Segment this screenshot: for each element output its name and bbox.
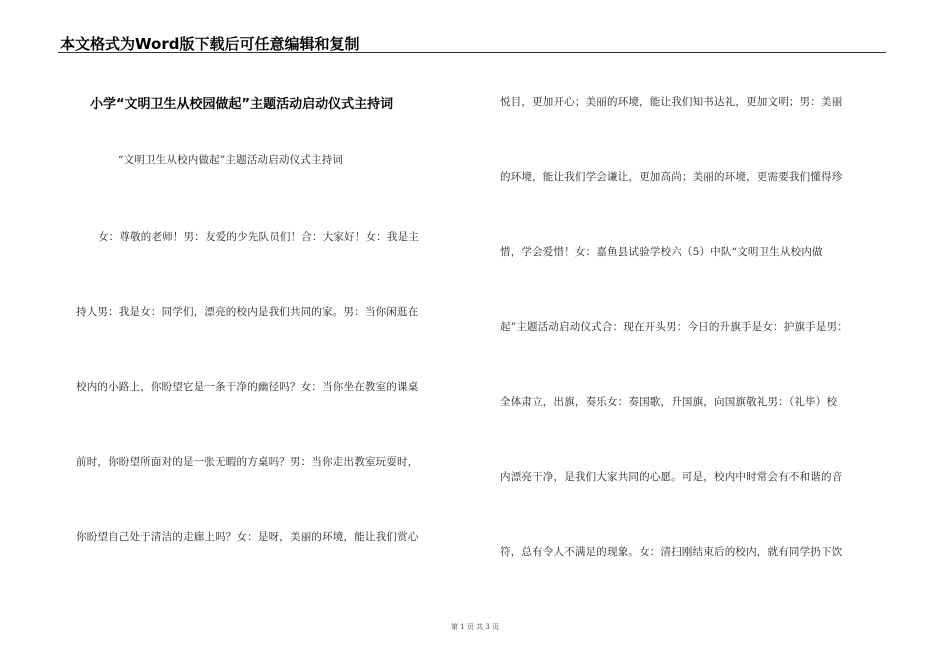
left-line-4: 前时，你盼望所面对的是一张无暇的方桌吗？男：当你走出教室玩耍时， [76,456,419,468]
page-number: 第 1 页 共 3 页 [450,623,500,631]
left-line-0: “文明卫生从校内做起”主题活动启动仪式主持词 [118,154,344,166]
left-line-5: 你盼望自己处于清洁的走廊上吗？女：是呀，美丽的环境，能让我们赏心 [76,531,419,543]
right-line-2: 惜，学会爱惜！女：嘉鱼县试验学校六（5）中队“文明卫生从校内做 [500,246,823,258]
left-line-3: 校内的小路上，你盼望它是一条干净的幽径吗？女：当你坐在教室的课桌 [76,381,419,393]
document-title: 小学“文明卫生从校园做起”主题活动启动仪式主持词 [90,97,394,112]
header-divider [58,52,886,53]
right-line-6: 符，总有令人不满足的现象。女：清扫刚结束后的校内，就有同学扔下饮 [500,546,843,558]
right-line-0: 悦目，更加开心；美丽的环境，能让我们知书达礼，更加文明；男：美丽 [500,96,843,108]
left-line-2: 持人男：我是女：同学们，漂亮的校内是我们共同的家。男：当你闲逛在 [76,306,419,318]
right-line-3: 起”主题活动启动仪式合：现在开头男：今日的升旗手是女：护旗手是男： [500,321,848,333]
right-line-1: 的环境，能让我们学会谦让，更加高尚；美丽的环境，更需要我们懂得珍 [500,171,843,183]
left-line-1: 女：尊敬的老师！男：友爱的少先队员们！合：大家好！女：我是主 [98,231,419,243]
right-line-4: 全体肃立，出旗，奏乐女：奏国歌，升国旗，向国旗敬礼男：（礼毕）校 [500,396,838,408]
header-title: 本文格式为Word版下载后可任意编辑和复制 [60,35,360,53]
right-line-5: 内漂亮干净，是我们大家共同的心愿。可是，校内中时常会有不和谐的音 [500,471,843,483]
